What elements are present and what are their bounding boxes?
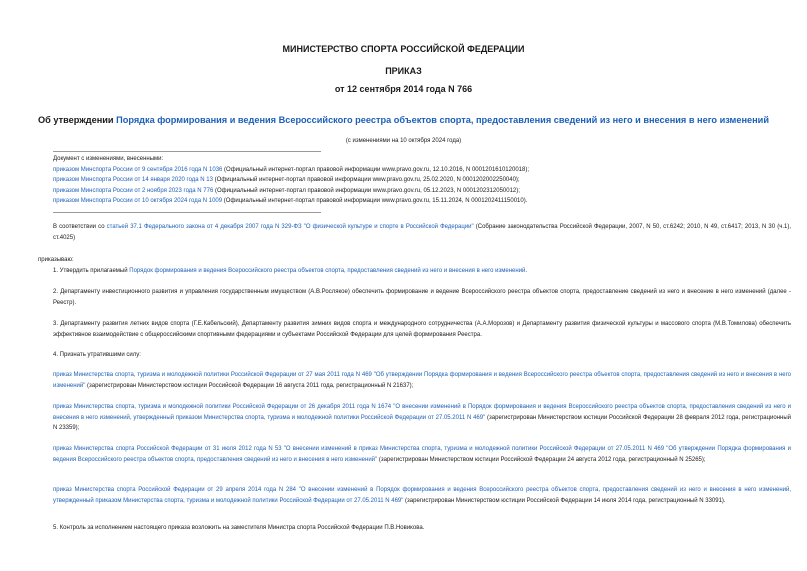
change-link[interactable]: приказом Минспорта России от 14 января 2020 года N 13 <box>53 177 213 183</box>
change-link[interactable]: приказом Минспорта России от 9 сентября 2016 года N 1036 <box>53 166 223 173</box>
paragraph-4: 4. Признать утратившими силу: <box>53 352 141 358</box>
change-link[interactable]: приказом Минспорта России от 2 ноября 2023 года N 776 <box>53 187 214 194</box>
repealed-item <box>38 485 791 506</box>
p1-post: . <box>525 268 528 274</box>
edition-note: (с изменениями на 10 октября 2024 года) <box>345 138 462 144</box>
changes-block <box>53 154 753 207</box>
repealed-link[interactable]: приказ Министерства спорта Российской Федерации от 31 июля 2012 года N 53 "О внесении изменений в приказ Министерства спорта, туризма и молодежной политики Российской Федерации от 27.05.2011 N 469 "Об утверждении Порядка формирования и ведения Всероссийского реестра объектов спорта, предоставления сведений из него и внесения в него изменений" <box>53 446 791 463</box>
repealed-link[interactable]: приказ Министерства спорта Российской Федерации от 29 апреля 2014 года N 284 "О внесении изменений в Порядок формирования и ведения Всероссийского реестра объектов спорта, предоставления сведений из него и внесения в него изменений, утвержденный приказом Министерства спорта, туризма и молодежной политики Российской Федерации от 27.05.2011 N 469" <box>53 487 791 504</box>
change-details: (Официальный интернет-портал правовой информации www.pravo.gov.ru, 05.12.2023, N 0001202312050012); <box>213 187 520 194</box>
document-type: ПРИКАЗ <box>385 66 422 76</box>
repealed-item <box>38 444 791 465</box>
p1-pre: 1. Утвердить прилагаемый <box>53 268 130 274</box>
paragraph-1 <box>38 266 791 277</box>
title-link[interactable]: Порядка формирования и ведения Всероссийского реестра объектов спорта, предоставления сведений из него и внесения в него изменений <box>116 115 769 125</box>
repealed-details: (зарегистрирован Министерством юстиции Российской Федерации 28 февраля 2012 года, регистрационный N 23359); <box>53 414 792 431</box>
title-prefix: Об утверждении <box>38 115 117 125</box>
repealed-details: (зарегистрирован Министерством юстиции Российской Федерации 16 августа 2011 года, регистрационный N 21637); <box>85 382 414 389</box>
changes-heading: Документ с изменениями, внесенными: <box>53 156 164 162</box>
divider-bottom <box>53 212 321 213</box>
change-details: (Официальный интернет-портал правовой информации www.pravo.gov.ru, 25.02.2020, N 0001202002250040); <box>212 177 520 183</box>
repealed-details: (зарегистрирован Министерством юстиции Российской Федерации 14 июля 2014 года, регистрационный N 33091). <box>403 497 726 504</box>
procedure-link[interactable]: Порядок формирования и ведения Всероссийского реестра объектов спорта, предоставления сведений из него и внесения в него изменений <box>129 268 526 274</box>
change-link[interactable]: приказом Минспорта России от 10 октября 2024 года N 1009 <box>53 198 223 204</box>
repealed-details: (зарегистрирован Министерством юстиции Российской Федерации 24 августа 2012 года, регистрационный N 25265); <box>377 456 706 463</box>
paragraph-5: 5. Контроль за исполнением настоящего приказа возложить на заместителя Министра спорта Российской Федерации П.В.Новикова. <box>53 525 425 531</box>
ministry-name: МИНИСТЕРСТВО СПОРТА РОССИЙСКОЙ ФЕДЕРАЦИИ <box>282 44 525 54</box>
repealed-item <box>38 370 791 391</box>
document-date: от 12 сентября 2014 года N 766 <box>334 84 473 94</box>
change-item <box>53 165 753 176</box>
paragraph-3: 3. Департаменту развития летних видов спорта (Г.Е.Кабельский), Департаменту развития зимних видов спорта и международного сотрудничества (А.А.Морозов) и Департаменту развития физической культуры и массового спорта (М.В.Томилова) обеспечить эффективное взаимодействие с общероссийскими спортивными федерациями и субъектами Российской Федерации для целей формирования Реестра. <box>53 321 791 338</box>
basis-post: (Собрание законодательства Российской Федерации, 2007, N 50, ст.6242; 2010, N 49, ст.6417; 2013, N 30 (ч.1), ст.4025) <box>53 224 791 241</box>
order-word: приказываю: <box>38 257 74 263</box>
paragraph-2: 2. Департаменту инвестиционного развития и управления государственным имуществом (А.В.Рослякое) обеспечить формирование и ведение Всероссийского реестра объектов спорта, предоставление сведений из него и внесение в него изменений (далее - Реестр). <box>53 289 791 306</box>
change-item <box>53 196 753 207</box>
change-details: (Официальный интернет-портал правовой информации www.pravo.gov.ru, 12.10.2016, N 0001201610120018); <box>222 166 529 173</box>
basis-pre: В соответствии со <box>53 224 107 230</box>
repealed-link[interactable]: приказ Министерства спорта, туризма и молодежной политики Российской Федерации от 26 декабря 2011 года N 1674 "О внесении изменений в Порядок формирования и ведения Всероссийского реестра объектов спорта, предоставления сведений из него и внесения в него изменений, утвержденный приказом Министерства спорта, туризма и молодежной политики Российской Федерации от 27.05.2011 N 469" <box>53 404 791 421</box>
repealed-item <box>38 402 791 434</box>
change-item <box>53 175 753 186</box>
divider-top <box>53 151 321 152</box>
change-item <box>53 186 753 197</box>
document-title <box>0 115 807 125</box>
basis-paragraph <box>38 222 791 243</box>
repealed-link[interactable]: приказ Министерства спорта, туризма и молодежной политики Российской Федерации от 27 мая 2011 года N 469 "Об утверждении Порядка формирования и ведения Всероссийского реестра объектов спорта, предоставления сведений из него и внесения в него изменений" <box>53 372 791 389</box>
law-link[interactable]: статьей 37.1 Федерального закона от 4 декабря 2007 года N 329-ФЗ "О физической культуре и спорте в Российской Федерации" <box>106 224 474 230</box>
change-details: (Официальный интернет-портал правовой информации www.pravo.gov.ru, 15.11.2024, N 0001202411150010). <box>222 198 528 204</box>
